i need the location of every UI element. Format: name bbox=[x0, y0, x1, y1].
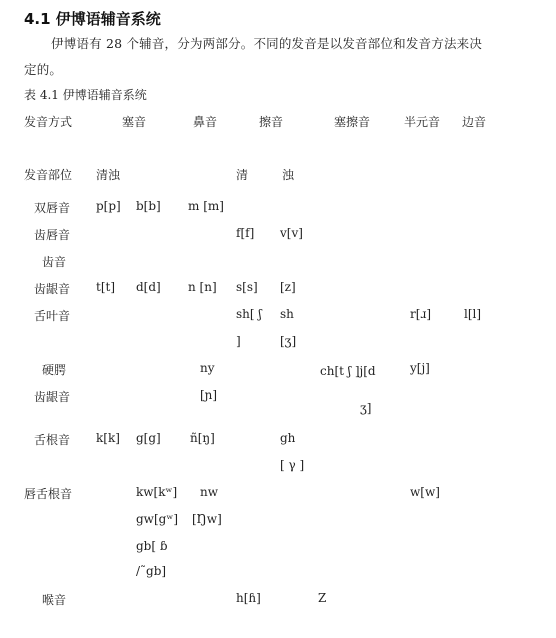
cell-b: b[b] bbox=[136, 199, 161, 213]
header-semivowel: 半元音 bbox=[404, 115, 441, 129]
header-manner: 发音方式 bbox=[24, 115, 73, 129]
cell-ch-j-end: ʒ] bbox=[360, 401, 372, 415]
cell-glottal-z: Z bbox=[318, 591, 327, 605]
table-caption: 表 4.1 伊博语辅音系统 bbox=[24, 88, 147, 102]
cell-m: m [m] bbox=[188, 199, 224, 213]
subheader-voiceless: 清 bbox=[236, 168, 249, 182]
cell-ny: ny bbox=[200, 361, 215, 375]
cell-s: s[s] bbox=[236, 280, 258, 294]
cell-f: f[f] bbox=[236, 226, 255, 240]
cell-nw-ipa: [Ŋw] bbox=[192, 512, 222, 526]
header-affricate: 塞擦音 bbox=[334, 115, 371, 129]
section-heading: 4.1 伊博语辅音系统 bbox=[24, 10, 161, 28]
cell-t: t[t] bbox=[96, 280, 116, 294]
header-fricative: 擦音 bbox=[259, 115, 284, 129]
cell-ny-ipa: [ɲ] bbox=[200, 388, 218, 402]
subheader-voicing: 清浊 bbox=[96, 168, 121, 182]
cell-sh-voiced-ipa: [ʒ] bbox=[280, 334, 297, 348]
row-label-palatal: 硬腭 bbox=[42, 363, 67, 377]
row-label-velar: 舌根音 bbox=[34, 433, 71, 447]
cell-sh-voiced: sh bbox=[280, 307, 294, 321]
cell-sh-voiceless-end: ] bbox=[236, 334, 241, 348]
cell-l: l[l] bbox=[464, 307, 482, 321]
cell-gh-ipa: [ γ ] bbox=[280, 458, 305, 472]
header-nasal: 鼻音 bbox=[193, 115, 218, 129]
cell-ch-j: ch[t ʃ ]j[d bbox=[320, 364, 376, 378]
cell-k: k[k] bbox=[96, 431, 120, 445]
row-label-glottal: 喉音 bbox=[42, 593, 67, 607]
cell-p: p[p] bbox=[96, 199, 121, 213]
cell-h: h[ɦ] bbox=[236, 591, 261, 605]
row-label-labiovelar: 唇舌根音 bbox=[24, 487, 73, 501]
cell-gb: gb[ ɓ bbox=[136, 539, 168, 553]
row-label-postalveolar: 齿龈音 bbox=[34, 390, 71, 404]
cell-r: r[ɹ] bbox=[410, 307, 432, 321]
cell-gh: gh bbox=[280, 431, 296, 445]
cell-g: g[g] bbox=[136, 431, 161, 445]
cell-y: y[j] bbox=[410, 361, 430, 375]
cell-v: v[v] bbox=[280, 226, 303, 240]
subheader-voiced: 浊 bbox=[282, 168, 295, 182]
header-lateral: 边音 bbox=[462, 115, 487, 129]
row-label-bilabial: 双唇音 bbox=[34, 201, 71, 215]
cell-nw: nw bbox=[200, 485, 218, 499]
cell-ng: ñ[ŋ] bbox=[190, 431, 215, 445]
row-label-alveolar: 齿龈音 bbox=[34, 282, 71, 296]
cell-w: w[w] bbox=[410, 485, 440, 499]
cell-gw: gw[gʷ] bbox=[136, 512, 179, 526]
cell-sh-voiceless: sh[ ʃ bbox=[236, 307, 262, 321]
subheader-place: 发音部位 bbox=[24, 168, 73, 182]
cell-kw: kw[kʷ] bbox=[136, 485, 178, 499]
row-label-labiodental: 齿唇音 bbox=[34, 228, 71, 242]
header-stop: 塞音 bbox=[122, 115, 147, 129]
cell-d: d[d] bbox=[136, 280, 161, 294]
cell-gb-end: /˜gb] bbox=[136, 564, 167, 578]
row-label-dental: 齿音 bbox=[42, 255, 67, 269]
cell-n: n [n] bbox=[188, 280, 217, 294]
paragraph-line-1: 伊博语有 28 个辅音，分为两部分。不同的发音是以发音部位和发音方法来决 bbox=[51, 36, 483, 51]
cell-z: [z] bbox=[280, 280, 296, 294]
paragraph-line-2: 定的。 bbox=[24, 62, 63, 77]
row-label-apical: 舌叶音 bbox=[34, 309, 71, 323]
